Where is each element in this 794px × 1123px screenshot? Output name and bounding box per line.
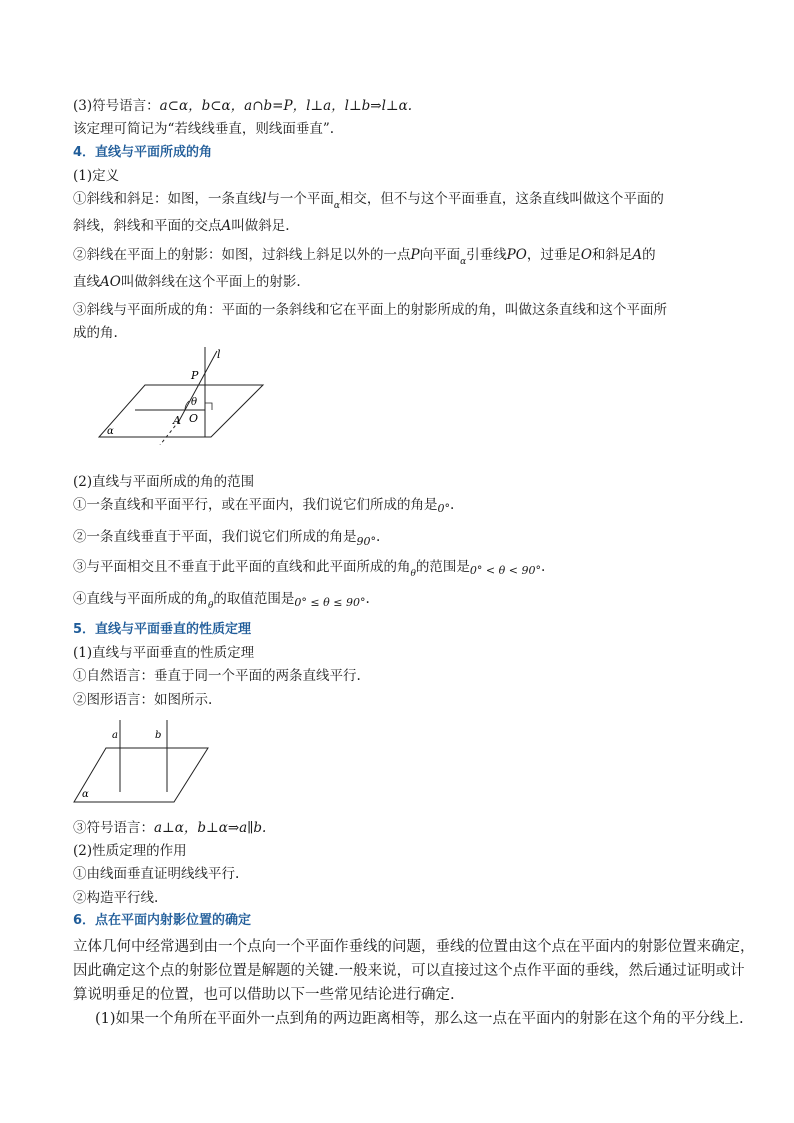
parallel-lines-figure <box>72 718 212 806</box>
def-item-2-line-2: 直线AO叫做斜线在这个平面上的射影. <box>73 274 301 290</box>
section-6-title: 6．点在平面内射影位置的确定 <box>73 913 252 928</box>
label-alpha-2: α <box>82 789 89 800</box>
section-6-para-line-1: 立体几何中经常遇到由一个点向一个平面作垂线的问题，垂线的位置由这个点在平面内的射影位置来确定， <box>73 939 755 955</box>
label-O: O <box>189 412 199 425</box>
section-4-title: 4．直线与平面所成的角 <box>73 145 213 160</box>
def-item-3-line-1: ③斜线与平面所成的角：平面的一条斜线和它在平面上的射影所成的角，叫做这条直线和这个平面所 <box>73 302 667 318</box>
plane-alpha-2 <box>74 748 208 802</box>
property-subtitle-1: (1)直线与平面垂直的性质定理 <box>73 645 255 661</box>
range-item-1: ①一条直线和平面平行，或在平面内，我们说它们所成的角是$_{0^\circ}$. <box>73 497 455 515</box>
theorem-summary: 该定理可简记为“若线线垂直，则线面垂直”. <box>73 121 335 137</box>
def-item-3-line-2: 成的角. <box>73 325 118 341</box>
range-item-4: ④直线与平面所成的角$_\theta$的取值范围是$_{0^\circ \le \theta \le 90^\circ}$. <box>73 591 370 611</box>
def-item-1-line-1: ①斜线和斜足：如图，一条直线l与一个平面$_\alpha$相交，但不与这个平面垂直，这条直线叫做这个平面的 <box>73 191 664 211</box>
symbol-language-line: (3)符号语言：a⊂α，b⊂α，a∩b=P，l⊥a，l⊥b⇒l⊥α. <box>73 98 413 114</box>
def-item-1-line-2: 斜线，斜线和平面的交点A叫做斜足. <box>73 218 290 234</box>
label-A: A <box>173 414 181 427</box>
label-a: a <box>112 730 118 741</box>
symbol-language-5: ③符号语言：a⊥α，b⊥α⇒a∥b. <box>73 820 267 836</box>
range-item-3: ③与平面相交且不垂直于此平面的直线和此平面所成的角$_\theta$的范围是$_{0^\circ < \theta < 90^\circ}$. <box>73 559 546 579</box>
section-6-para-line-2: 因此确定这个点的射影位置是解题的关键.一般来说，可以直接过这个点作平面的垂线，然后通过证明或计 <box>73 963 745 979</box>
definition-title: (1)定义 <box>73 168 120 184</box>
use-item-1: ①由线面垂直证明线线平行. <box>73 866 240 882</box>
label-l: l <box>217 348 221 361</box>
symbol-formula: a⊂α，b⊂α，a∩b=P，l⊥a，l⊥b⇒l⊥α. <box>159 98 413 114</box>
right-angle-mark <box>205 403 212 410</box>
property-subtitle-2: (2)性质定理的作用 <box>73 843 187 859</box>
use-item-2: ②构造平行线. <box>73 890 159 906</box>
label-b: b <box>155 730 162 741</box>
label-alpha: α <box>107 426 114 437</box>
section-6-para-line-3: 算说明垂足的位置，也可以借助以下一些常见结论进行确定. <box>73 987 455 1003</box>
section-5-title: 5．直线与平面垂直的性质定理 <box>73 622 252 637</box>
label-theta: θ <box>191 397 198 408</box>
def-item-2-line-1: ②斜线在平面上的射影：如图，过斜线上斜足以外的一点P向平面$_\alpha$引垂线PO，过垂足O和斜足A的 <box>73 247 656 267</box>
section-6-para-line-4: (1)如果一个角所在平面外一点到角的两边距离相等，那么这一点在平面内的射影在这个角的平分线上. <box>95 1011 744 1027</box>
range-title: (2)直线与平面所成的角的范围 <box>73 474 255 490</box>
label-P: P <box>191 369 199 382</box>
natural-language: ①自然语言：垂直于同一个平面的两条直线平行. <box>73 668 361 684</box>
range-item-2: ②一条直线垂直于平面，我们说它们所成的角是$_{90^\circ}$. <box>73 529 381 548</box>
graphic-language: ②图形语言：如图所示. <box>73 692 213 708</box>
plane-alpha <box>99 385 263 437</box>
oblique-line-figure <box>95 345 265 445</box>
